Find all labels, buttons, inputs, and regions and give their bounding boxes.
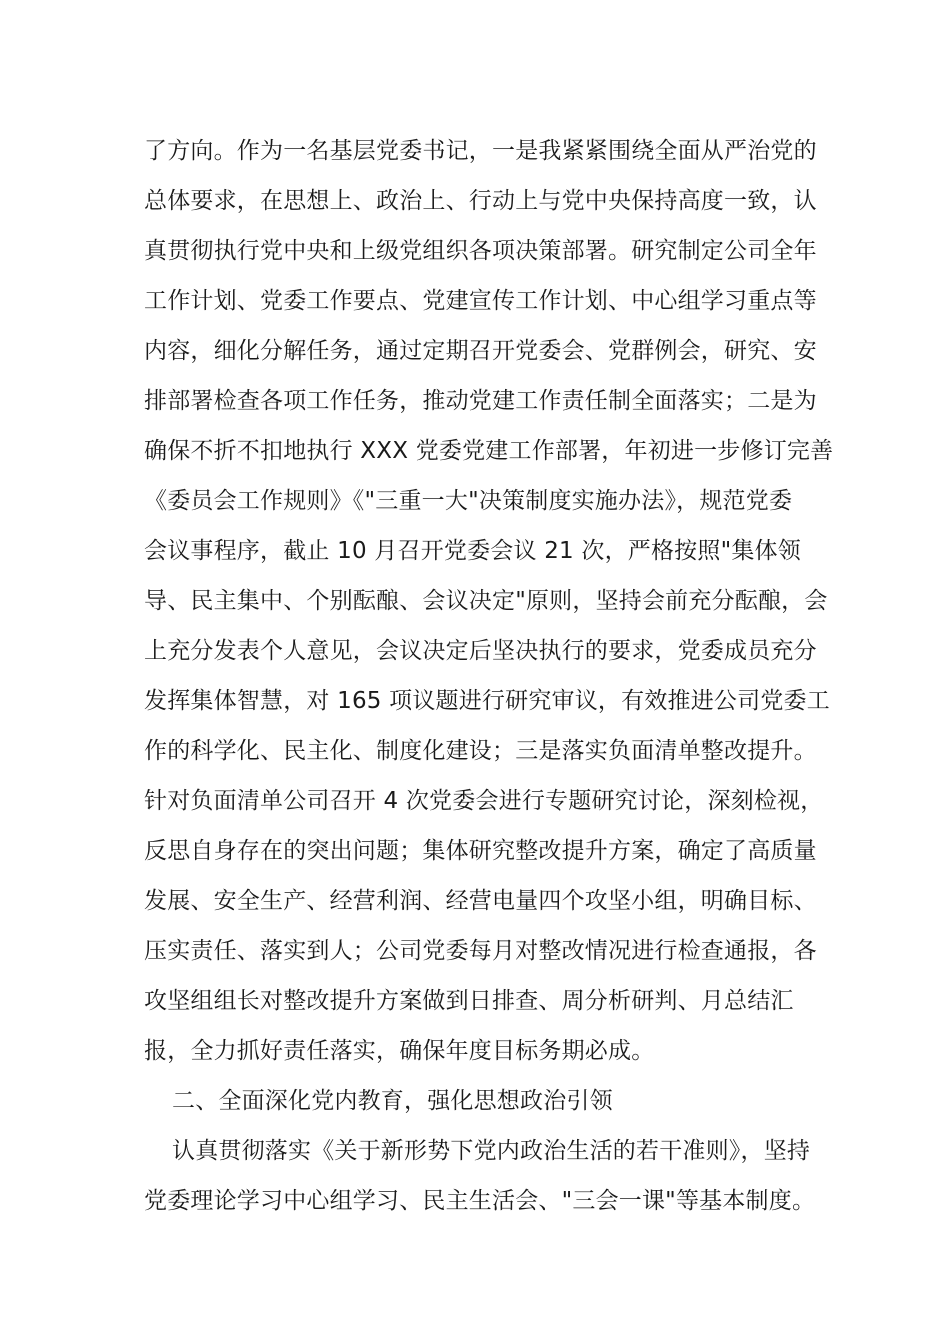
body-text-line: 作的科学化、民主化、制度化建设；三是落实负面清单整改提升。 [144, 738, 817, 764]
body-text-line: 发挥集体智慧，对 165 项议题进行研究审议，有效推进公司党委工 [144, 688, 830, 714]
body-text-line: 了方向。作为一名基层党委书记，一是我紧紧围绕全面从严治党的 [144, 138, 817, 164]
body-text-line: 发展、安全生产、经营利润、经营电量四个攻坚小组，明确目标、 [144, 888, 817, 914]
body-text-line: 上充分发表个人意见，会议决定后坚决执行的要求，党委成员充分 [144, 638, 817, 664]
body-text-line: 报，全力抓好责任落实，确保年度目标务期必成。 [144, 1038, 655, 1064]
body-text-line: 攻坚组组长对整改提升方案做到日排查、周分析研判、月总结汇 [144, 988, 794, 1014]
body-text-line: 党委理论学习中心组学习、民主生活会、"三会一课"等基本制度。 [144, 1188, 816, 1214]
body-text-line: 导、民主集中、个别酝酿、会议决定"原则，坚持会前充分酝酿，会 [144, 588, 828, 614]
body-text-line: 认真贯彻落实《关于新形势下党内政治生活的若干准则》，坚持 [172, 1138, 811, 1164]
body-text-line: 内容，细化分解任务，通过定期召开党委会、党群例会，研究、安 [144, 338, 817, 364]
body-text-line: 排部署检查各项工作任务，推动党建工作责任制全面落实；二是为 [144, 388, 817, 414]
body-text-line: 会议事程序，截止 10 月召开党委会议 21 次，严格按照"集体领 [144, 538, 801, 564]
body-text-line: 《委员会工作规则》《"三重一大"决策制度实施办法》，规范党委 [144, 488, 793, 514]
section-heading: 二、全面深化党内教育，强化思想政治引领 [172, 1088, 613, 1114]
body-text-line: 确保不折不扣地执行 XXX 党委党建工作部署，年初进一步修订完善 [144, 438, 834, 464]
body-text-line: 真贯彻执行党中央和上级党组织各项决策部署。研究制定公司全年 [144, 238, 817, 264]
body-text-line: 压实责任、落实到人；公司党委每月对整改情况进行检查通报，各 [144, 938, 817, 964]
body-text-line: 工作计划、党委工作要点、党建宣传工作计划、中心组学习重点等 [144, 288, 817, 314]
body-text-line: 针对负面清单公司召开 4 次党委会进行专题研究讨论，深刻检视， [144, 788, 824, 814]
body-text-line: 反思自身存在的突出问题；集体研究整改提升方案，确定了高质量 [144, 838, 817, 864]
body-text-line: 总体要求，在思想上、政治上、行动上与党中央保持高度一致，认 [144, 188, 817, 214]
